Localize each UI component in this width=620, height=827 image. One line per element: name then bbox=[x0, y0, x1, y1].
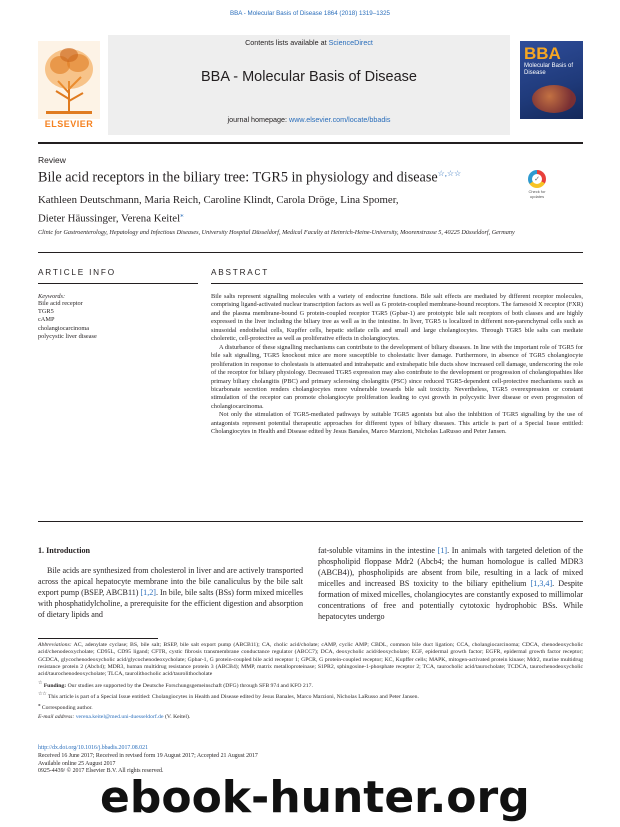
abstract-rule bbox=[211, 283, 583, 284]
email-link[interactable]: verena.keitel@med.uni-duesseldorf.de bbox=[75, 713, 164, 720]
corresponding-text: Corresponding author. bbox=[40, 705, 93, 712]
publisher-name: ELSEVIER bbox=[44, 119, 94, 129]
keyword: TGR5 bbox=[38, 308, 54, 316]
citation-link[interactable]: [1] bbox=[437, 546, 448, 555]
article-title bbox=[38, 169, 508, 187]
check-updates-icon bbox=[528, 170, 546, 188]
abstract-paragraph-2: A disturbance of these signalling mechanisms can contribute to the development of biliary diseases. In line with the important role of TGR5 for bile salt signalling, TGR5 knockout mice are more susceptible to cholestatic liver damage. Furthermore, in absence of TGR5 cholangiocyte proliferation in response to cholestasis is attenuated and intrahepatic and extrahepatic bile ducts show increased cell damage, underscoring the role of the receptor for biliary physiology. Decreased TGR5 expression may also contribute to the development or progression of cholangiopathies like primary biliary cholangitis (PBC) and primary sclerosing cholangitis (PSC) since reduced TGR5-dependent cell-protective mechanisms such as bicarbonate secretion renders cholangiocytes more vulnerable towards bile salt toxicity. Nevertheless, TGR5 overexpression or constant stimulation of the receptor can promote cholangiocyte proliferation leading to cyst growth in polycystic liver disease or even progression of cholangiocarcinoma. bbox=[211, 343, 583, 410]
homepage-link[interactable]: www.elsevier.com/locate/bbadis bbox=[289, 115, 391, 124]
copyright: 0925-4439/ © 2017 Elsevier B.V. All rights reserved. bbox=[38, 768, 164, 775]
abbreviations-footnote bbox=[38, 642, 583, 678]
corresponding-author-mark[interactable]: ⁎ bbox=[180, 211, 184, 219]
funding-footnote bbox=[38, 680, 583, 690]
journal-info-box bbox=[108, 35, 510, 135]
homepage-prefix: journal homepage: bbox=[227, 115, 290, 124]
abstract-paragraph-1: Bile salts represent signalling molecules with a variety of endocrine functions. Bile salt effects are mediated by different receptor molecules, comprising ligand-activated nuclear transcription factors as well as G protein-coupled membrane-bound receptors. The farnesoid X receptor (FXR) and the plasma membrane-bound G protein-coupled receptor TGR5 (Gpbar-1) are prototypic bile salt receptors of both classes and are highly expressed in the liver including the biliary tree as well as in the intestine. In liver, TGR5 is localized in different non-parenchymal cells such as sinusoidal endothelial cells, Kupffer cells, hepatic stellate cells and small and large cholangiocytes. Through TGR5 bile salts can mediate choleretic, cell-protective as well as proliferative effects in cholangiocytes. bbox=[211, 293, 583, 343]
bookmark-icon: ✓ bbox=[532, 174, 542, 184]
cover-title: BBA bbox=[524, 44, 561, 63]
running-head[interactable]: BBA - Molecular Basis of Disease 1864 (2018) 1319–1325 bbox=[230, 10, 390, 17]
sciencedirect-link[interactable]: ScienceDirect bbox=[328, 38, 373, 47]
intro-right-c: . Despite formation of mixed micelles, cholangiocytes are constantly exposed to millimolar concentrations of free and potentially cytotoxic hydrophobic BSs. While hepatocytes undergo bbox=[318, 579, 583, 621]
affiliation-rule bbox=[38, 252, 583, 253]
check-updates-label: Check for updates bbox=[528, 189, 546, 199]
citation-link[interactable]: [1,3,4] bbox=[530, 579, 553, 588]
corresponding-footnote bbox=[38, 702, 583, 712]
journal-name: BBA - Molecular Basis of Disease bbox=[201, 69, 417, 85]
abstract-body bbox=[211, 293, 583, 437]
keywords-list bbox=[38, 300, 97, 341]
elsevier-tree-logo bbox=[38, 41, 100, 119]
footnote-rule bbox=[38, 638, 158, 639]
abbreviations-text: AC, adenylate cyclase; BS, bile salt; BSEP, bile salt export pump (ABCB11); CA, cholic acid/cholate; cAMP, cyclic AMP; CBDL, common bile duct ligation; CCA, cholangiocarcinoma; CDCA, chenodeoxycholic acid/chenodeoxycholate; CD95L, CD95 ligand; CFTR, cystic fibrosis transmembrane conductance regulator (ABCC7); DCA, deoxycholic acid/deoxycholate; EGF, epidermal growth factor; EGFR, epidermal growth factor receptor; GCDCA, glycochenodeoxycholic acid/glycochenodeoxycholate; Gpbar-1, G protein-coupled bile acid receptor 1; GPCR, G protein-coupled receptor; KC, Kupffer cells; MAPK, mitogen-activated protein kinase; Mdr2, murine multidrug resistance protein 2 (Abcb4); MDR3, human multidrug resistance protein 3 (ABCB4); MMP, matrix metalloproteinase; S1PR2, sphingosine-1-phosphate receptor 2; TCA, taurocholic acid/taurocholate; TCDCA, taurochenodeoxycholic acid/taurochenodeoxycholate; TLCA, taurolithocholic acid/taurolithocholate bbox=[38, 642, 583, 678]
available-online: Available online 25 August 2017 bbox=[38, 760, 116, 767]
special-issue-text: This article is part of a Special Issue entitled: Cholangiocytes in Health and Disease edited by Jesus Banales, Marco Marzioni, Nicholas LaRusso and Peter Jansen. bbox=[46, 693, 419, 700]
abstract-heading: ABSTRACT bbox=[211, 268, 270, 277]
citation-link[interactable]: [1,2] bbox=[140, 588, 156, 597]
journal-masthead bbox=[38, 27, 583, 139]
cover-subtitle: Molecular Basis of Disease bbox=[524, 63, 574, 76]
homepage-line bbox=[108, 115, 510, 124]
affiliation: Clinic for Gastroenterology, Hepatology and Infectious Diseases, University Hospital Düsseldorf, Medical Faculty at Heinrich-Heine-University, Moorenstrasse 5, 40225 Düsseldorf, Germany bbox=[38, 229, 515, 236]
article-info-rule bbox=[38, 283, 198, 284]
contents-prefix: Contents lists available at bbox=[245, 38, 329, 47]
footnotes bbox=[38, 642, 583, 722]
doi-link[interactable]: http://dx.doi.org/10.1016/j.bbadis.2017.08.021 bbox=[38, 745, 149, 751]
funding-label: Funding: bbox=[43, 682, 67, 689]
intro-right-b: . In animals with targeted deletion of the phospholipid floppase Mdr2 (Abcb4; the human homologue is called MDR3 (ABCB4)), phospholipids are absent from bile, resulting in a lack of mixed micelles and increased BS toxicity to the biliary epithelium bbox=[318, 546, 583, 588]
masthead-rule bbox=[38, 142, 583, 144]
special-issue-mark: ☆☆ bbox=[38, 692, 47, 698]
keyword: cAMP bbox=[38, 316, 55, 324]
check-for-updates-button[interactable] bbox=[524, 170, 550, 200]
body-column-left bbox=[38, 545, 303, 620]
intro-text-b: . In bile, bile salts (BSs) form mixed micelles with phosphatidylcholine, a prerequisite for the efficient digestion and absorption of dietary lipids and bbox=[38, 588, 303, 619]
keyword: cholangiocarcinoma bbox=[38, 324, 90, 332]
journal-cover-image bbox=[520, 41, 583, 119]
contents-line bbox=[108, 38, 510, 47]
special-issue-footnote bbox=[38, 691, 583, 701]
author-list bbox=[38, 193, 518, 227]
abbreviations-label: Abbreviations: bbox=[38, 642, 72, 648]
article-info-heading: ARTICLE INFO bbox=[38, 268, 116, 277]
abstract-end-rule bbox=[38, 521, 583, 522]
abstract-paragraph-3: Not only the stimulation of TGR5-mediated pathways by suitable TGR5 agonists but also the inhibition of TGR5 signalling by the use of antagonists represent potential therapeutic approaches for different types of biliary diseases. This article is part of a Special Issue entitled: Cholangiocytes in Health and Disease edited by Jesus Banales, Marco Marzioni, Nicholas LaRusso and Peter Jansen. bbox=[211, 411, 583, 436]
introduction-heading: 1. Introduction bbox=[38, 546, 91, 555]
title-text: Bile acid receptors in the biliary tree: TGR5 in physiology and disease bbox=[38, 169, 438, 186]
funding-text: Our studies are supported by the Deutsche Forschungsgemeinschaft (DFG) through SFB 974 and KFO 217. bbox=[66, 682, 313, 689]
funding-mark: ☆ bbox=[38, 680, 43, 686]
intro-text-a: Bile acids are synthesized from cholesterol in liver and are actively transported across the apical hepatocyte membrane into the bile canaliculus by the bile salt export pump (BSEP, ABCB11) bbox=[38, 566, 303, 597]
email-suffix: (V. Keitel). bbox=[163, 713, 191, 720]
intro-paragraph-left bbox=[38, 565, 303, 620]
cover-artwork bbox=[532, 85, 576, 113]
received-dates: Received 16 June 2017; Received in revised form 19 August 2017; Accepted 21 August 2017 bbox=[38, 752, 258, 759]
keyword: polycystic liver disease bbox=[38, 332, 97, 340]
intro-right-a: fat-soluble vitamins in the intestine bbox=[318, 546, 438, 555]
authors-line-2 bbox=[38, 208, 518, 227]
body-column-right bbox=[318, 545, 583, 622]
corresponding-mark: ⁎ bbox=[38, 703, 41, 709]
article-type: Review bbox=[38, 155, 66, 165]
watermark: ebook-hunter.org bbox=[100, 772, 530, 823]
email-label: E-mail address: bbox=[38, 713, 75, 720]
title-footnote-marks[interactable]: ☆,☆☆ bbox=[437, 169, 462, 178]
keyword: Bile acid receptor bbox=[38, 300, 83, 307]
keywords-label: Keywords: bbox=[38, 293, 66, 300]
authors-line-2-text: Dieter Häussinger, Verena Keitel bbox=[38, 212, 181, 225]
email-footnote bbox=[38, 714, 583, 721]
authors-line-1: Kathleen Deutschmann, Maria Reich, Caroline Klindt, Carola Dröge, Lina Spomer, bbox=[38, 194, 399, 206]
